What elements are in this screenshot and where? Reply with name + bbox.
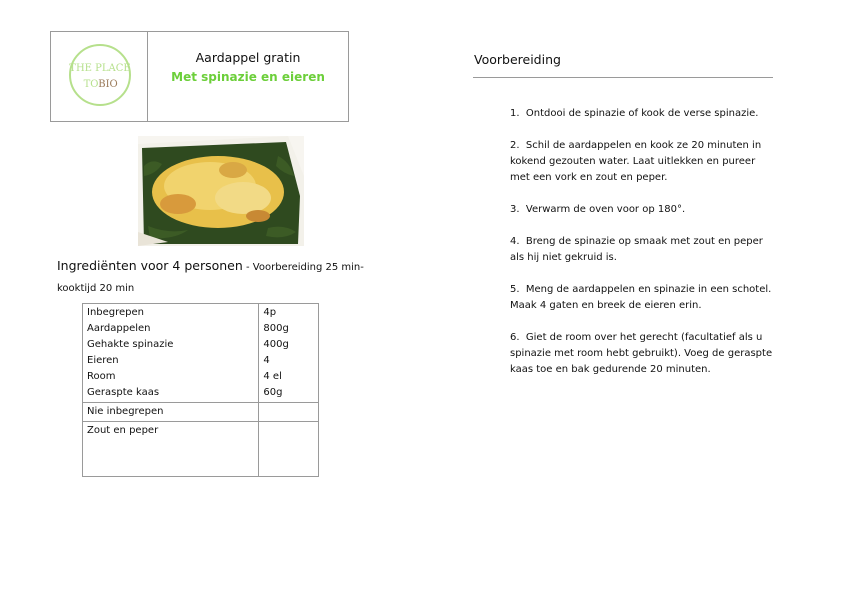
included-header	[83, 304, 259, 403]
step-number: 3.	[510, 204, 520, 215]
empty-cell	[259, 403, 319, 422]
ingredients-title: Ingrediënten voor 4 personen	[57, 258, 243, 273]
empty-cell	[259, 422, 319, 477]
ingredient-quantity: 400g	[263, 339, 289, 350]
svg-text:THE PLACE: THE PLACE	[69, 63, 131, 74]
recipe-header	[50, 31, 349, 122]
ingredient-quantity: 60g	[263, 387, 283, 398]
step-text: Breng de spinazie op smaak met zout en peper als hij niet gekruid is.	[510, 236, 763, 263]
step-text: Meng de aardappelen en spinazie in een schotel. Maak 4 gaten en breek de eieren erin.	[510, 284, 772, 311]
included-quantities	[259, 304, 319, 403]
ingredients-table	[82, 303, 319, 477]
ingredient-quantity: 800g	[263, 323, 289, 334]
table-row	[83, 422, 319, 477]
ingredients-timing: - Voorbereiding 25 min- kooktijd 20 min	[57, 262, 364, 294]
excluded-header: Nie inbegrepen	[83, 403, 259, 422]
ingredient-name: Gehakte spinazie	[87, 339, 174, 350]
step-item	[510, 202, 775, 218]
gratin-photo	[138, 136, 304, 246]
included-header-label: Inbegrepen	[87, 307, 145, 318]
logo-cell	[51, 32, 148, 121]
title-cell	[148, 32, 348, 121]
step-text: Giet de room over het gerecht (facultatief als u spinazie met room hebt gebruikt). Voeg de geraspte kaas toe en bak gedurende 20 minuten.	[510, 332, 773, 375]
ingredient-name: Aardappelen	[87, 323, 151, 334]
ingredient-name: Geraspte kaas	[87, 387, 160, 398]
step-number: 5.	[510, 284, 520, 295]
the-place-to-bio-logo	[67, 40, 133, 110]
recipe-subtitle: Met spinazie en eieren	[171, 70, 325, 84]
preparation-title: Voorbereiding	[474, 52, 561, 67]
step-item	[510, 330, 775, 378]
step-text: Schil de aardappelen en kook ze 20 minuten in kokend gezouten water. Laat uitlekken en pureer met een vork en zout en peper.	[510, 140, 762, 183]
step-item	[510, 106, 775, 122]
ingredient-quantity: 4	[263, 355, 270, 366]
ingredient-name: Eieren	[87, 355, 119, 366]
title-divider	[473, 77, 773, 78]
servings-label: 4p	[263, 307, 277, 318]
preparation-steps	[510, 106, 775, 394]
ingredient-quantity: 4 el	[263, 371, 282, 382]
step-number: 2.	[510, 140, 520, 151]
step-item	[510, 138, 775, 186]
step-item	[510, 234, 775, 266]
ingredient-name: Room	[87, 371, 116, 382]
step-text: Verwarm de oven voor op 180°.	[525, 204, 686, 215]
svg-text:BIO: BIO	[98, 79, 118, 90]
step-item	[510, 282, 775, 314]
svg-text:TO: TO	[83, 79, 99, 90]
excluded-item: Zout en peper	[83, 422, 259, 477]
recipe-title: Aardappel gratin	[195, 50, 301, 65]
ingredients-heading	[57, 256, 387, 298]
step-number: 4.	[510, 236, 520, 247]
table-row	[83, 304, 319, 403]
step-number: 1.	[510, 108, 520, 119]
step-text: Ontdooi de spinazie of kook de verse spinazie.	[525, 108, 759, 119]
step-number: 6.	[510, 332, 520, 343]
table-row	[83, 403, 319, 422]
